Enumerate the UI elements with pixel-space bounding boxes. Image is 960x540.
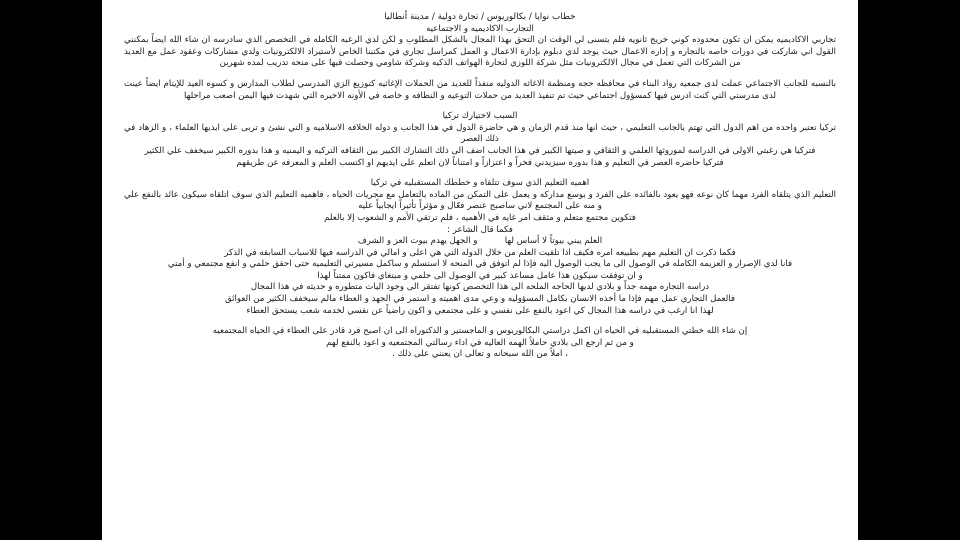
paragraph-importance-7: فالعمل التجاري عمل مهم فإذا ما أخذه الانسان بكامل المسؤوليه و وعي مدى اهميته و استمر في الجهد و العطاء مالم سيخفف الكثير من العوائق (224, 294, 736, 305)
poem-verse (124, 236, 836, 248)
closing-line-3: ، املاً من الله سبحانه و تعالى ان يعنني على ذلك . (392, 349, 568, 360)
section-title-academic-social: التجارب الاكاديميه و الاجتماعيه (426, 23, 534, 34)
section-title-importance: اهميه التعليم الذي سوف تتلقاه و خططك المستقبليه في تركيا (370, 178, 590, 189)
paragraph-importance-1: التعليم الذي يتلقاه الفرد مهما كان نوعه فهو يعود بالفائده على الفرد و يوسع مداركه و يعمل على التمكن من الماده بالتعامل مع مجريات الحياه ، فاهميه التعليم الذي سوف اتلقاه سيكون عائد بالنفع علي و منه على المجتمع لاني ساصبح عنصر فعّال و مؤثراً تأثيراً ايجابياً عليه (124, 189, 836, 212)
paragraph-importance-6: دراسه التجاره مهمه جداً و بلادي لديها الحاجه الملحه الى هذا التخصص كونها تفتقر الى وجود اليات متطوره و حديثه في هذا المجال (250, 282, 710, 293)
paragraph-importance-2: فتكوين مجتمع متعلم و مثقف امر غايه في الأهميه ، فلم ترتقي الأمم و الشعوب إلا بالعلم (324, 212, 636, 223)
closing-line-2: و من ثم ارجع الى بلادي حاملاً الهمه العاليه في اداء رسالتي المجتمعيه و اعود بالنفع لهم (326, 337, 634, 348)
section-title-why-turkey: السبب لاختيارك تركيا (442, 111, 518, 122)
poet-intro: فكما قال الشاعر : (447, 224, 513, 235)
paragraph-importance-3: فكما ذكرت ان التعليم مهم بطبيعه امره فكيف اذا تلقيت العلم من خلال الدوله التي هي اعلى و امالي في الدراسه فيها للاسباب السابقه في الذكر (224, 247, 736, 258)
paragraph-turkey-1: تركيا تعتبر واحده من اهم الدول التي تهتم بالجانب التعليمي ، حيث انها منذ قدم الزمان و هي حاضرة الدول في هذا الجانب و دوله الخلافه الاسلاميه و التي نشئ و تربى على ايديها العلماء ، و الزهاد في ذلك العصر (124, 122, 836, 145)
closing-line-1: إن شاء الله خطتي المستقبليه في الحياه ان اكمل دراستي البكالوريوس و الماجستير و الدكتوراه الى ان اصبح فرد قادر على العطاء في الحياه المجتمعيه (212, 326, 748, 337)
poem-first-half: العلم يبني بيوتاً لا أساس لها (504, 236, 603, 247)
paragraph-importance-5: و ان توفقت سيكون هذا عامل مساعد كبير في الوصول الى حلمي و مبتغاي فاكون ممتناً لهذا (317, 270, 643, 281)
letter-body (124, 12, 836, 361)
document-page (102, 0, 858, 540)
paragraph-turkey-2: فتركيا هي رغبتي الاولى في الدراسه لموروثها العلمي و الثقافي و صيتها الكبير في هذا الجانب اضف الى ذلك التشارك الكبير بين الثقافه التركيه و اليمنيه و هذا بدوره الكبير سيخفف علي الكثير (144, 145, 816, 156)
poem-second-half: و الجهل يهدم بيوت العز و الشرف (357, 236, 478, 247)
letter-heading: خطاب نوايا / بكالوريوس / تجارة دولية / مدينة أنطاليا (384, 12, 576, 22)
paragraph-social: بالنسبه للجانب الاجتماعي عملت لدى جمعيه رواد البناء في محافظه حجه ومنظمة الاغاثه الدوليه منفذاً للعديد من الحملات الإغاثيه كتوزيع الزي المدرسي لطلاب المدارس و كسوه العيد للإيتام ايضاً عينت لدى مدرستي التي كنت ادرس فيها كمسؤول اجتماعي حيث تم تنفيذ العديد من حملات التوعيه و النظافه و خاصه في الأونه الاخيره التي شهدت فيها اليمن اصعب مراحلها (124, 78, 836, 101)
paragraph-importance-8: لهذا انا ارغب في دراسه هذا المجال كي اعود بالنفع على نفسي و على مجتمعي و اكون راضياً عن نفسي لخدمه شعب يستحق العطاء (246, 305, 714, 316)
paragraph-academic: تجاربي الاكاديميه يمكن ان تكون محدوده كوني خريج ثانويه فلم يتسنى لي الوقت ان التحق بهذا المجال بالشكل المطلوب و لكن لدي الرغبه الكامله في التخصص الذي سادرسه ان شاء الله ايضاً بمكنني القول اني شاركت في دورات خاصه بالتجاره و إداره الاعمال حيث يوجد لدي دبلوم بإدارة الاعمال و العمل كمراسل تجاري في مكتبنا الخاص لأستيراد الالكترونيات ولدي مشاركات وعقود عمل مع العديد من الشركات التي تعمل في مجال الالكترونيات مثل شركة اللوزي لتجارة الهواتف الذكيه وشركة شاومي وحصلت فيها على منحه تدريب لمده شهرين (124, 35, 836, 69)
paragraph-importance-4: فانا لدي الإصرار و العزيمه الكامله في الوصول الى ما يجب الوصول اليه فإذا لم اتوفق في المنحه لا استسلم و ساكمل مسيرتي التعليميه حتى احقق حلمي و انفع مجتمعي و أمتي (167, 259, 793, 270)
paragraph-turkey-3: فتركيا حاضره العصر في التعليم و هذا بدوره سيزيدني فخراً و اعتزازاً و امتناناً لان اتعلم على ايديهم او اكتسب العلم و المعرفه عن طريقهم (236, 157, 724, 168)
